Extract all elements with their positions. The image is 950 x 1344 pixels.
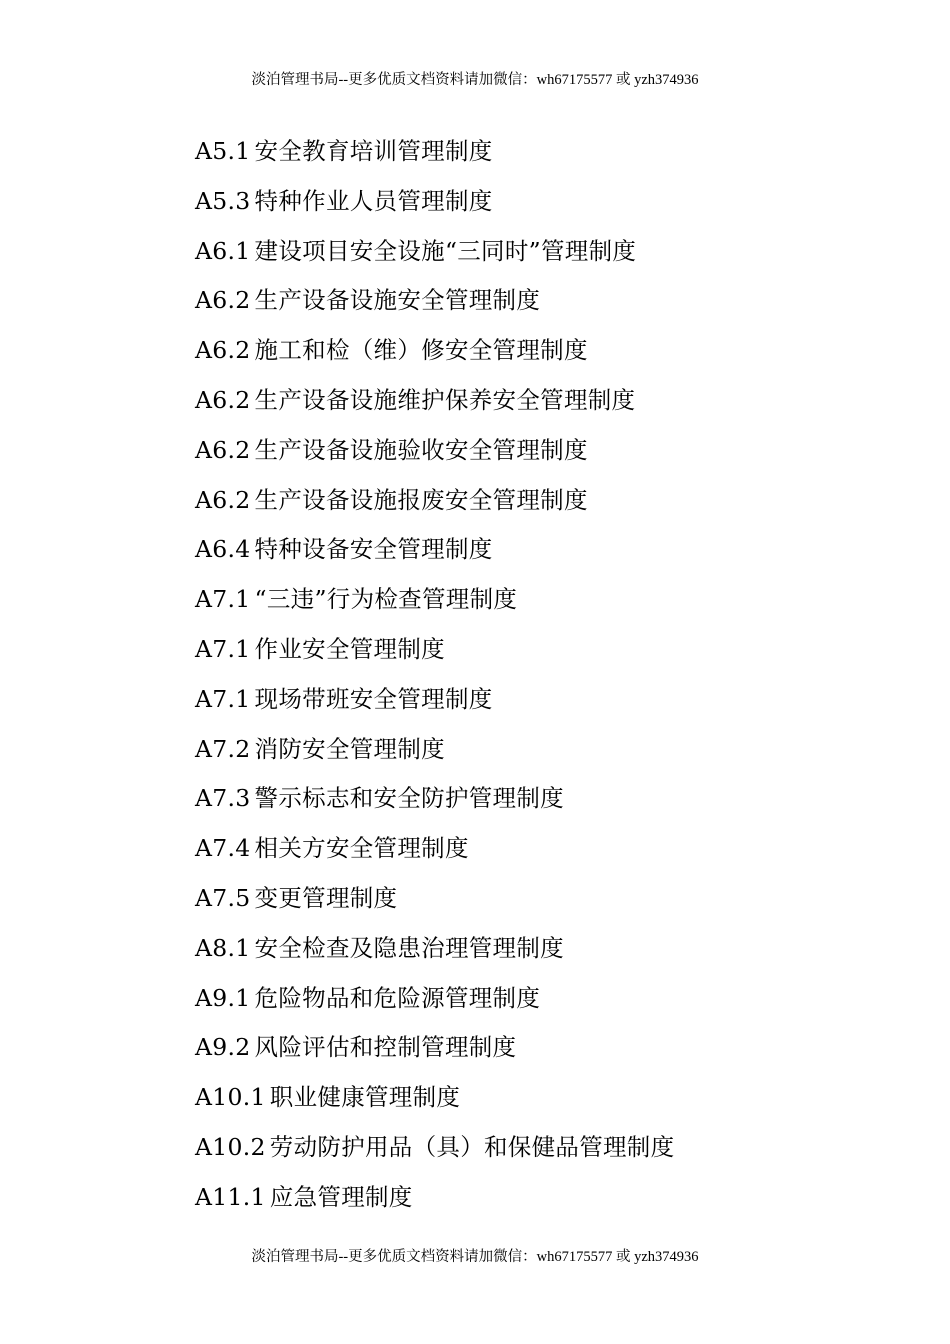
list-item (195, 981, 674, 1031)
item-code: A10.1 (195, 1083, 266, 1112)
item-title: 职业健康管理制度 (269, 1083, 461, 1112)
item-code: A7.3 (195, 784, 251, 813)
item-code: A5.1 (195, 137, 251, 165)
item-code: A6.2 (195, 485, 251, 514)
item-title: 特种作业人员管理制度 (254, 186, 493, 215)
item-title: 生产设备设施报废安全管理制度 (254, 485, 588, 514)
item-code: A9.1 (195, 983, 251, 1012)
item-code: A7.1 (195, 585, 251, 614)
list-item (195, 881, 674, 931)
item-title: 生产设备设施安全管理制度 (254, 286, 541, 315)
item-title: 应急管理制度 (269, 1182, 413, 1211)
regulation-list (195, 134, 674, 1230)
item-title: 生产设备设施维护保养安全管理制度 (254, 385, 636, 414)
item-code: A6.2 (195, 385, 251, 414)
item-code: A6.2 (195, 286, 251, 315)
item-title: 建设项目安全设施“三同时”管理制度 (254, 236, 637, 265)
item-code: A7.2 (195, 734, 251, 763)
item-code: A7.1 (195, 634, 251, 663)
item-title: 特种设备安全管理制度 (254, 535, 493, 564)
item-code: A6.2 (195, 435, 251, 464)
list-item (195, 134, 674, 184)
item-code: A6.2 (195, 336, 251, 365)
list-item (195, 532, 674, 582)
item-title: 作业安全管理制度 (254, 634, 445, 663)
item-title: 生产设备设施验收安全管理制度 (254, 435, 588, 464)
list-item (195, 582, 674, 632)
item-code: A5.3 (195, 186, 251, 215)
item-title: “三违”行为检查管理制度 (254, 585, 518, 614)
list-item (195, 1180, 674, 1230)
page-footer: 淡泊管理书局--更多优质文档资料请加微信：wh67175577 或 yzh374936 (251, 1249, 699, 1265)
item-title: 消防安全管理制度 (254, 734, 445, 763)
list-item (195, 483, 674, 533)
item-title: 风险评估和控制管理制度 (254, 1033, 517, 1062)
list-item (195, 1030, 674, 1080)
item-title: 危险物品和危险源管理制度 (254, 983, 541, 1012)
item-title: 现场带班安全管理制度 (254, 684, 493, 713)
item-title: 警示标志和安全防护管理制度 (254, 784, 564, 813)
list-item (195, 283, 674, 333)
list-item (195, 184, 674, 234)
list-item (195, 781, 674, 831)
item-code: A6.1 (195, 236, 251, 265)
list-item (195, 931, 674, 981)
list-item (195, 1080, 674, 1130)
list-item (195, 831, 674, 881)
list-item (195, 1130, 674, 1180)
page-header: 淡泊管理书局--更多优质文档资料请加微信：wh67175577 或 yzh374936 (251, 72, 699, 88)
item-code: A8.1 (195, 933, 251, 962)
item-title: 变更管理制度 (254, 883, 398, 912)
list-item (195, 732, 674, 782)
item-code: A10.2 (195, 1132, 266, 1161)
item-title: 劳动防护用品（具）和保健品管理制度 (269, 1132, 675, 1161)
list-item (195, 383, 674, 433)
item-title: 安全检查及隐患治理管理制度 (254, 933, 564, 962)
item-code: A7.5 (195, 883, 251, 912)
item-title: 相关方安全管理制度 (254, 834, 469, 863)
item-code: A7.1 (195, 684, 251, 713)
list-item (195, 632, 674, 682)
list-item (195, 433, 674, 483)
list-item (195, 333, 674, 383)
item-code: A7.4 (195, 834, 251, 863)
item-title: 安全教育培训管理制度 (254, 137, 493, 165)
item-code: A6.4 (195, 535, 251, 564)
list-item (195, 682, 674, 732)
item-title: 施工和检（维）修安全管理制度 (254, 336, 588, 365)
item-code: A11.1 (195, 1182, 266, 1211)
list-item (195, 234, 674, 284)
item-code: A9.2 (195, 1033, 251, 1062)
